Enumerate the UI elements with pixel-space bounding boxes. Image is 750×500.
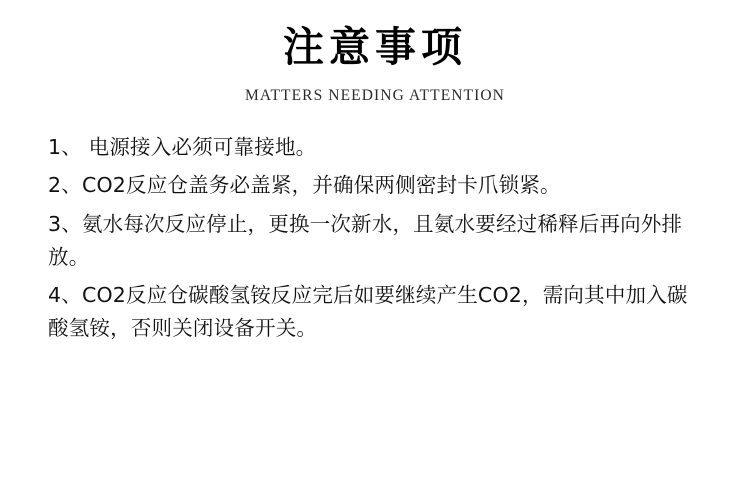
page-subtitle: MATTERS NEEDING ATTENTION	[245, 87, 505, 105]
list-item: 3、氨水每次反应停止，更换一次新水，且氨水要经过稀释后再向外排放。	[48, 211, 683, 269]
page-header	[48, 22, 702, 105]
list-item: 2、CO2反应仓盖务必盖紧，并确保两侧密封卡爪锁紧。	[48, 173, 561, 198]
list-item: 1、 电源接入必须可靠接地。	[48, 135, 317, 160]
notice-list	[48, 131, 702, 350]
list-item: 4、CO2反应仓碳酸氢铵反应完后如要继续产生CO2，需向其中加入碳酸氢铵，否则关闭设备开关。	[48, 283, 688, 341]
page-title: 注意事项	[283, 23, 467, 71]
